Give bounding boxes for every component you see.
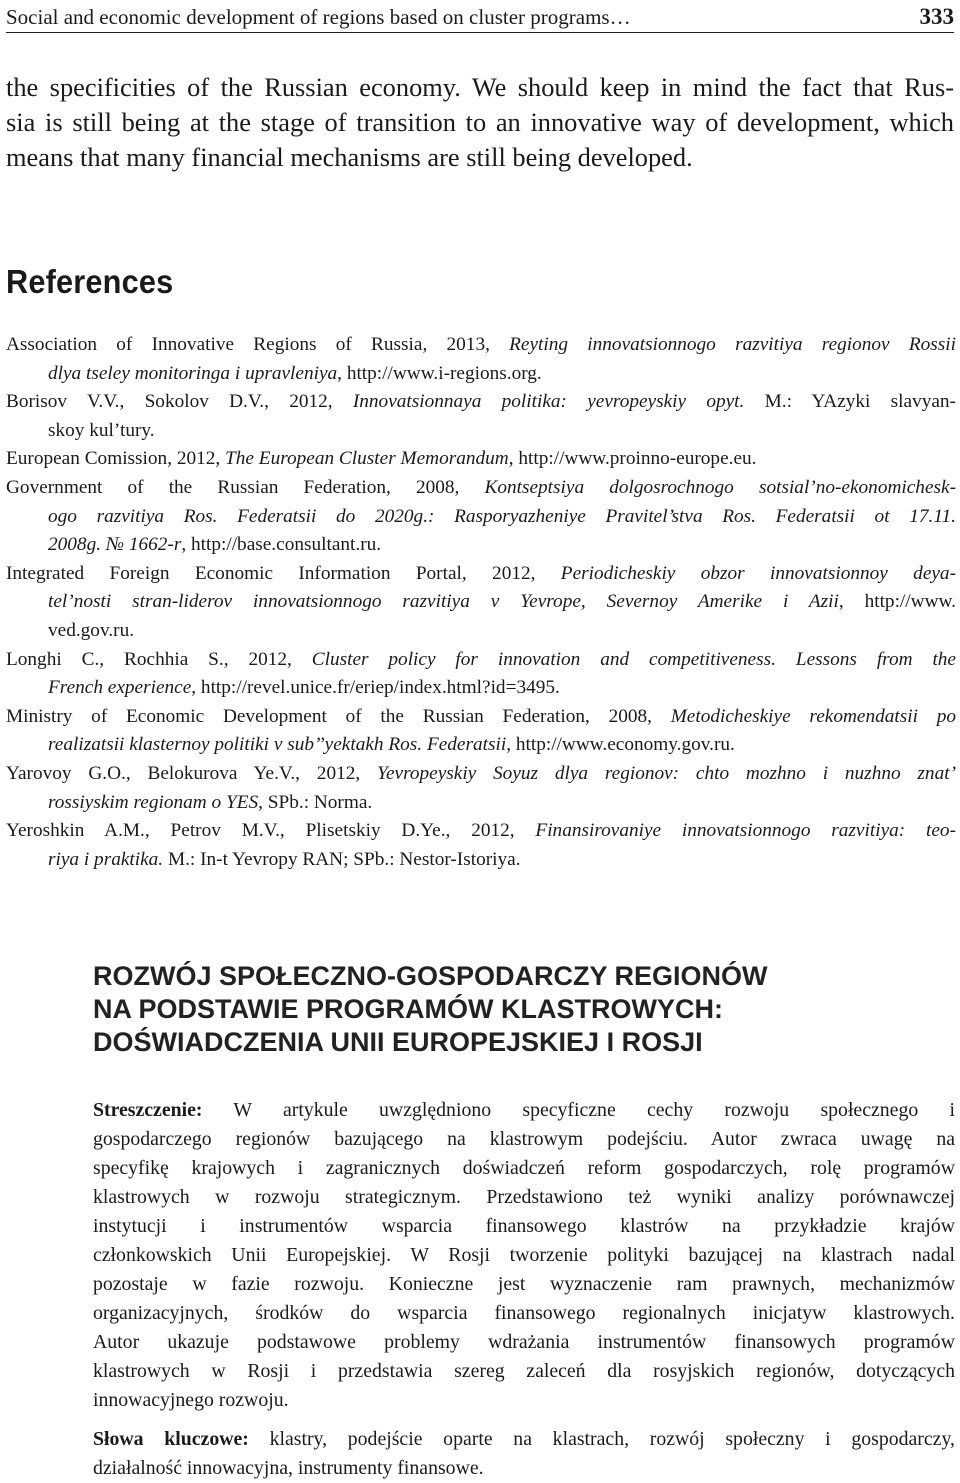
intro-line: sia is still being at the stage of transition to an innovative way of development, which xyxy=(6,107,954,137)
keywords-label: Słowa kluczowe: xyxy=(93,1428,249,1450)
keywords-line: działalność innowacyjna, instrumenty finansowe. xyxy=(93,1457,484,1479)
reference-entry xyxy=(6,474,956,560)
reference-line: 2008g. № 1662-r, http://base.consultant.ru. xyxy=(48,534,382,556)
reference-entry xyxy=(6,331,956,388)
abstract-line: Streszczenie: W artykule uwzględniono specyficzne cechy rozwoju społecznego i xyxy=(93,1099,955,1121)
reference-line: Ministry of Economic Development of the Russian Federation, 2008, Metodicheskiye rekomendatsii po xyxy=(6,705,956,727)
reference-line: ved.gov.ru. xyxy=(48,619,135,641)
abstract-line: gospodarczego regionów bazującego na klastrowym podejściu. Autor zwraca uwagę na xyxy=(93,1128,955,1150)
abstract-line: instytucji i instrumentów wsparcia finansowego klastrów na przykładzie krajów xyxy=(93,1215,955,1237)
reference-line: skoy kul’tury. xyxy=(48,419,155,441)
title-line: NA PODSTAWIE PROGRAMÓW KLASTROWYCH: xyxy=(93,994,723,1024)
running-header xyxy=(6,4,954,33)
reference-entry xyxy=(6,703,956,760)
reference-line: Yeroshkin A.M., Petrov M.V., Plisetskiy D.Ye., 2012, Finansirovaniye innovatsionnogo razvitiya: teo- xyxy=(6,820,956,842)
abstract-label: Streszczenie: xyxy=(93,1099,203,1121)
abstract-line: klastrowych w Rosji i przedstawia szereg zaleceń dla rosyjskich regionów, dotyczących xyxy=(93,1360,955,1382)
abstract-line: innowacyjnego rozwoju. xyxy=(93,1389,289,1411)
reference-entry xyxy=(6,560,956,646)
running-title: Social and economic development of regions based on cluster programs… xyxy=(6,5,631,29)
abstract-line: klastrowych w rozwoju strategicznym. Przedstawiono też wyniki analizy porównawczej xyxy=(93,1186,955,1208)
reference-line: European Comission, 2012, The European Cluster Memorandum, http://www.proinno-europe.eu. xyxy=(6,448,757,470)
reference-line: Integrated Foreign Economic Information Portal, 2012, Periodicheskiy obzor innovatsionnoy deya- xyxy=(6,562,956,584)
abstract-line: członkowskich Unii Europejskiej. W Rosji tworzenie polityki bazującej na klastrach nadal xyxy=(93,1244,955,1266)
reference-line: rossiyskim regionam o YES, SPb.: Norma. xyxy=(48,791,373,813)
reference-line: French experience, http://revel.unice.fr/eriep/index.html?id=3495. xyxy=(48,677,560,699)
intro-line: the specificities of the Russian economy. We should keep in mind the fact that Rus- xyxy=(6,72,954,102)
abstract-line: specyfikę krajowych i zagranicznych doświadczeń reform gospodarczych, rolę programów xyxy=(93,1157,955,1179)
page-number: 333 xyxy=(919,4,954,29)
keywords-paragraph xyxy=(93,1425,955,1483)
reference-line: Borisov V.V., Sokolov D.V., 2012, Innovatsionnaya politika: yevropeyskiy opyt. M.: YAzyki slavyan- xyxy=(6,391,956,413)
polish-article-title xyxy=(93,960,768,1059)
references-heading: References xyxy=(6,263,174,300)
abstract-line: pozostaje w fazie rozwoju. Konieczne jest wyznaczenie ram prawnych, mechanizmów xyxy=(93,1273,955,1295)
reference-line: Government of the Russian Federation, 2008, Kontseptsiya dolgosrochnogo sotsial’no-ekonomichesk- xyxy=(6,476,956,498)
reference-line: realizatsii klasternoy politiki v sub’’yektakh Ros. Federatsii, http://www.economy.gov.ru. xyxy=(48,734,735,756)
reference-line: Yarovoy G.O., Belokurova Ye.V., 2012, Yevropeyskiy Soyuz dlya regionov: chto mozhno i nuzhno znat’ xyxy=(6,762,956,784)
reference-entry xyxy=(6,646,956,703)
reference-entry xyxy=(6,817,956,874)
abstract-line: organizacyjnych, środków do wsparcia finansowego regionalnych inicjatyw klastrowych. xyxy=(93,1302,955,1324)
reference-line: Association of Innovative Regions of Russia, 2013, Reyting innovatsionnogo razvitiya regionov Rossii xyxy=(6,334,956,355)
intro-paragraph xyxy=(6,70,954,175)
reference-line: ogo razvitiya Ros. Federatsii do 2020g.: Rasporyazheniye Pravitel’stva Ros. Federatsii ot 17.11. xyxy=(48,505,956,527)
reference-entry xyxy=(6,445,956,474)
title-line: ROZWÓJ SPOŁECZNO-GOSPODARCZY REGIONÓW xyxy=(93,961,768,991)
abstract-line: Autor ukazuje podstawowe problemy wdrażania instrumentów finansowych programów xyxy=(93,1331,955,1353)
title-line: DOŚWIADCZENIA UNII EUROPEJSKIEJ I ROSJI xyxy=(93,1027,703,1057)
reference-line: tel’nosti stran-liderov innovatsionnogo razvitiya v Yevrope, Severnoy Amerike i Azii, http://www. xyxy=(48,591,956,613)
reference-line: dlya tseley monitoringa i upravleniya, http://www.i-regions.org. xyxy=(48,362,542,384)
references-list xyxy=(6,331,956,874)
reference-line: Longhi C., Rochhia S., 2012, Cluster policy for innovation and competitiveness. Lessons from the xyxy=(6,648,956,670)
abstract-paragraph xyxy=(93,1096,955,1415)
intro-line: means that many financial mechanisms are still being developed. xyxy=(6,142,693,172)
reference-entry xyxy=(6,388,956,445)
keywords-line: Słowa kluczowe: klastry, podejście oparte na klastrach, rozwój społeczny i gospodarczy, xyxy=(93,1428,955,1450)
reference-entry xyxy=(6,760,956,817)
reference-line: riya i praktika. M.: In-t Yevropy RAN; SPb.: Nestor-Istoriya. xyxy=(48,848,521,870)
